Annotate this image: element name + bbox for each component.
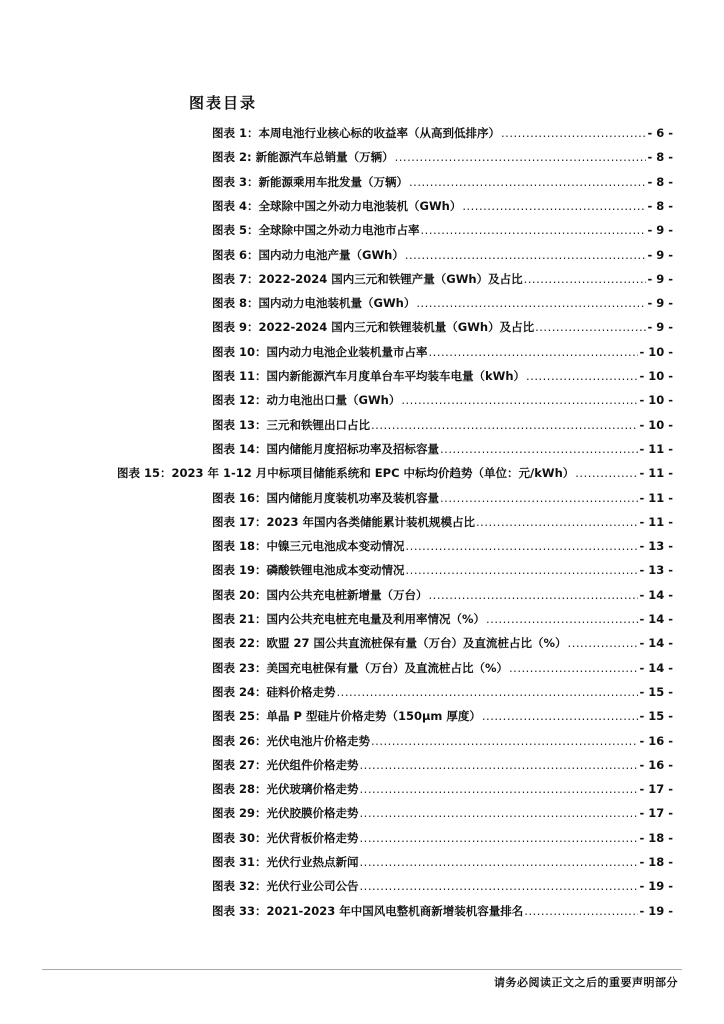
toc-entry-3[interactable] xyxy=(212,174,673,190)
toc-leader xyxy=(337,684,639,700)
toc-entry-11[interactable] xyxy=(212,368,673,384)
toc-page-number: - 8 - xyxy=(647,150,673,165)
toc-entry-label: 图表 21：国内公共充电桩充电量及利用率情况（%） xyxy=(212,612,486,626)
toc-entry-label: 图表 23：美国充电桩保有量（万台）及直流桩占比（%） xyxy=(212,660,509,675)
toc-entry-12[interactable] xyxy=(212,392,673,408)
toc-leader xyxy=(482,708,639,724)
toc-entry-6[interactable] xyxy=(212,247,673,263)
toc-entry-label: 图表 9：2022-2024 国内三元和铁锂装机量（GWh）及占比 xyxy=(212,320,535,335)
toc-page-number: - 9 - xyxy=(647,296,673,311)
toc-leader xyxy=(524,271,647,287)
toc-leader xyxy=(429,587,639,603)
toc-entry-16[interactable] xyxy=(212,490,673,506)
toc-leader xyxy=(476,514,638,530)
toc-entry-label: 图表 33：2021-2023 年中国风电整机商新增装机容量排名 xyxy=(212,903,524,918)
toc-entry-26[interactable] xyxy=(212,733,673,749)
toc-entry-label: 图表 5：全球除中国之外动力电池市占率 xyxy=(212,223,420,238)
toc-entry-label: 图表 27：光伏组件价格走势 xyxy=(212,757,359,772)
toc-entry-24[interactable] xyxy=(212,684,673,700)
toc-entry-20[interactable] xyxy=(212,587,673,603)
toc-entry-33[interactable] xyxy=(212,903,673,919)
toc-entry-22[interactable] xyxy=(212,635,673,651)
toc-page-number: - 11 - xyxy=(639,490,673,505)
toc-entry-label: 图表 28：光伏玻璃价格走势 xyxy=(212,782,359,797)
toc-leader xyxy=(360,757,639,773)
toc-entry-5[interactable] xyxy=(212,222,673,238)
toc-entry-label: 图表 14：国内储能月度招标功率及招标容量 xyxy=(212,441,440,456)
toc-entry-13[interactable] xyxy=(212,417,673,433)
toc-page-number: - 18 - xyxy=(639,855,673,869)
toc-leader xyxy=(501,125,646,141)
toc-entry-29[interactable] xyxy=(212,805,673,821)
toc-entry-28[interactable] xyxy=(212,781,673,797)
toc-page-number: - 19 - xyxy=(639,903,673,918)
toc-entry-15[interactable] xyxy=(117,465,673,481)
toc-entry-label: 图表 13：三元和铁锂出口占比 xyxy=(212,417,371,432)
toc-leader xyxy=(440,490,638,506)
toc-page-number: - 11 - xyxy=(639,466,673,481)
toc-entry-7[interactable] xyxy=(212,271,673,287)
toc-leader xyxy=(416,295,646,311)
toc-entry-label: 图表 3：新能源乘用车批发量（万辆） xyxy=(212,174,409,189)
toc-entry-label: 图表 29：光伏胶膜价格走势 xyxy=(212,806,359,821)
toc-entry-label: 图表 15：2023 年 1-12 月中标项目储能系统和 EPC 中标均价趋势（单位：元/kWh） xyxy=(117,466,575,481)
toc-entry-21[interactable] xyxy=(212,611,673,627)
toc-entry-label: 图表 22：欧盟 27 国公共直流桩保有量（万台）及直流桩占比（%） xyxy=(212,636,567,651)
toc-leader xyxy=(526,368,638,384)
toc-entry-label: 图表 10：国内动力电池企业装机量市占率 xyxy=(212,344,428,359)
toc-entry-31[interactable] xyxy=(212,854,673,870)
toc-leader xyxy=(360,878,639,894)
toc-entry-label: 图表 24：硅料价格走势 xyxy=(212,684,336,699)
toc-leader xyxy=(406,538,639,554)
toc-entry-10[interactable] xyxy=(212,344,673,360)
toc-leader xyxy=(524,903,638,919)
toc-page-number: - 14 - xyxy=(639,636,673,651)
toc-entry-label: 图表 12：动力电池出口量（GWh） xyxy=(212,393,401,408)
toc-heading: 图表目录 xyxy=(189,94,258,112)
toc-entry-19[interactable] xyxy=(212,562,673,578)
toc-entry-25[interactable] xyxy=(212,708,673,724)
toc-page-number: - 19 - xyxy=(639,879,673,894)
toc-entry-9[interactable] xyxy=(212,319,673,335)
toc-leader xyxy=(575,465,638,481)
toc-leader xyxy=(395,149,647,165)
toc-leader xyxy=(535,319,646,335)
toc-page-number: - 10 - xyxy=(639,344,673,359)
footer-disclaimer: 请务必阅读正文之后的重要声明部分 xyxy=(494,976,678,989)
toc-leader xyxy=(360,805,639,821)
toc-page-number: - 9 - xyxy=(647,223,673,238)
toc-page-number: - 14 - xyxy=(639,660,673,675)
toc-entry-label: 图表 18：中镍三元电池成本变动情况 xyxy=(212,539,405,554)
toc-entry-label: 图表 16：国内储能月度装机功率及装机容量 xyxy=(212,490,440,505)
toc-entry-label: 图表 7：2022-2024 国内三元和铁锂产量（GWh）及占比 xyxy=(212,271,523,286)
toc-leader xyxy=(371,733,638,749)
toc-page-number: - 10 - xyxy=(639,369,673,383)
toc-page-number: - 9 - xyxy=(647,247,673,262)
toc-entry-30[interactable] xyxy=(212,830,673,846)
toc-leader xyxy=(421,222,647,238)
toc-page-number: - 14 - xyxy=(639,587,673,602)
toc-leader xyxy=(360,854,639,870)
toc-page-number: - 13 - xyxy=(639,563,673,578)
toc-leader xyxy=(401,392,638,408)
toc-entry-2[interactable] xyxy=(212,149,673,165)
toc-entry-23[interactable] xyxy=(212,660,673,676)
toc-entry-label: 图表 20：国内公共充电桩新增量（万台） xyxy=(212,587,428,602)
toc-entry-32[interactable] xyxy=(212,878,673,894)
toc-page-number: - 10 - xyxy=(639,393,673,408)
toc-page-number: - 18 - xyxy=(639,830,673,845)
toc-entry-label: 图表 17：2023 年国内各类储能累计装机规模占比 xyxy=(212,514,476,529)
toc-page-number: - 17 - xyxy=(639,782,673,797)
toc-entry-label: 图表 8：国内动力电池装机量（GWh） xyxy=(212,296,416,311)
footer-rule xyxy=(42,969,682,970)
toc-page-number: - 11 - xyxy=(639,441,673,456)
toc-entry-label: 图表 30：光伏背板价格走势 xyxy=(212,830,359,845)
toc-page-number: - 9 - xyxy=(647,320,673,335)
toc-leader xyxy=(409,174,646,190)
toc-leader xyxy=(429,344,639,360)
toc-entry-label: 图表 31：光伏行业热点新闻 xyxy=(212,855,359,869)
toc-leader xyxy=(440,441,638,457)
toc-page-number: - 8 - xyxy=(647,174,673,189)
toc-leader xyxy=(360,781,639,797)
toc-leader xyxy=(568,635,639,651)
toc-entry-17[interactable] xyxy=(212,514,673,530)
toc-entry-label: 图表 2: 新能源汽车总销量（万辆） xyxy=(212,150,394,165)
toc-leader xyxy=(405,247,647,263)
toc-leader xyxy=(406,562,639,578)
toc-page-number: - 10 - xyxy=(639,417,673,432)
toc-page-number: - 11 - xyxy=(639,514,673,529)
toc-page-number: - 16 - xyxy=(639,733,673,748)
toc-leader xyxy=(371,417,638,433)
toc-entry-4[interactable] xyxy=(212,198,673,214)
toc-page-number: - 17 - xyxy=(639,806,673,821)
toc-page-number: - 13 - xyxy=(639,539,673,554)
toc-entry-1[interactable] xyxy=(212,125,673,141)
toc-entry-14[interactable] xyxy=(212,441,673,457)
toc-page-number: - 6 - xyxy=(647,126,673,140)
toc-page-number: - 9 - xyxy=(647,271,673,286)
toc-entry-label: 图表 32：光伏行业公司公告 xyxy=(212,879,359,894)
toc-entry-label: 图表 4：全球除中国之外动力电池装机（GWh） xyxy=(212,198,462,213)
toc-entry-label: 图表 26：光伏电池片价格走势 xyxy=(212,733,371,748)
toc-entry-27[interactable] xyxy=(212,757,673,773)
toc-entry-18[interactable] xyxy=(212,538,673,554)
toc-leader xyxy=(462,198,646,214)
toc-page-number: - 14 - xyxy=(639,612,673,626)
toc-entry-label: 图表 25：单晶 P 型硅片价格走势（150μm 厚度） xyxy=(212,709,481,724)
toc-entry-label: 图表 1：本周电池行业核心标的收益率（从高到低排序） xyxy=(212,126,501,140)
toc-entry-label: 图表 11：国内新能源汽车月度单台车平均装车电量（kWh） xyxy=(212,369,526,383)
toc-page-number: - 8 - xyxy=(647,198,673,213)
toc-leader xyxy=(486,611,638,627)
toc-page-number: - 15 - xyxy=(639,709,673,724)
toc-leader xyxy=(509,660,638,676)
toc-entry-label: 图表 6：国内动力电池产量（GWh） xyxy=(212,247,404,262)
toc-page-number: - 15 - xyxy=(639,684,673,699)
toc-leader xyxy=(360,830,639,846)
toc-entry-label: 图表 19：磷酸铁锂电池成本变动情况 xyxy=(212,563,405,578)
toc-page-number: - 16 - xyxy=(639,757,673,772)
toc-entry-8[interactable] xyxy=(212,295,673,311)
